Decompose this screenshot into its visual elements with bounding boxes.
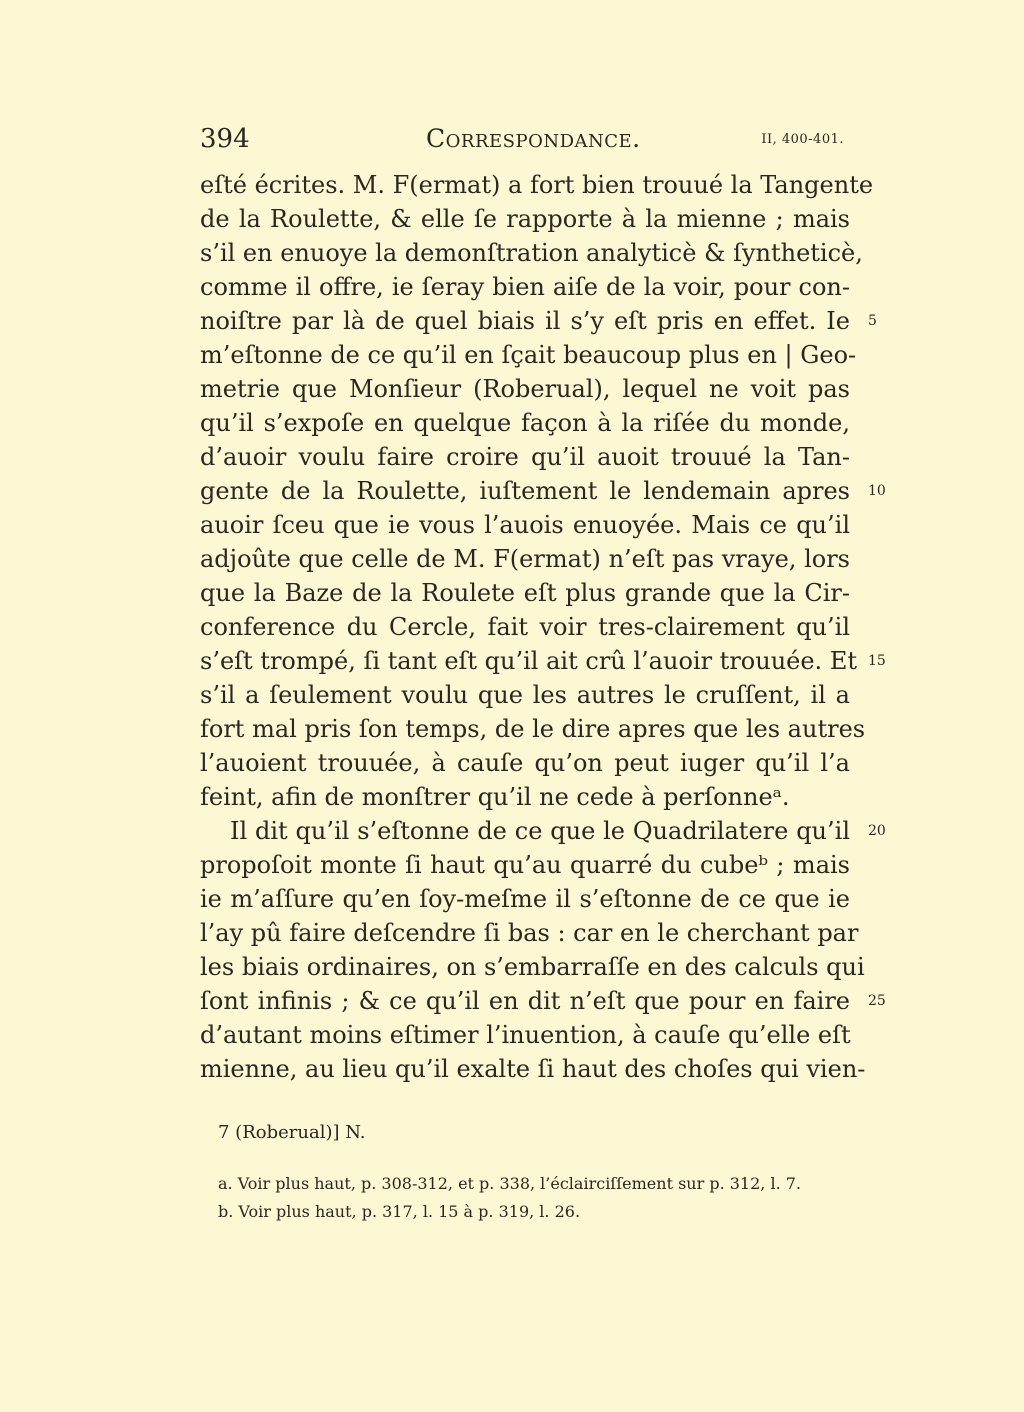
text-line: mienne, au lieu qu’il exalte ſi haut des choſes qui vien- bbox=[200, 1055, 866, 1083]
text-line: conference du Cercle, fait voir tres-clairement qu’il bbox=[200, 613, 850, 641]
volume-reference: II, 400-401. bbox=[761, 132, 844, 147]
page-header bbox=[200, 120, 850, 160]
text-line: eſté écrites. M. F(ermat) a fort bien trouué la Tangente bbox=[200, 171, 874, 199]
text-line: auoir ſceu que ie vous l’auois enuoyée. Mais ce qu’il bbox=[200, 511, 850, 539]
text-line: gente de la Roulette, iuſtement le lendemain apres 10 bbox=[200, 474, 850, 508]
line-number: 5 bbox=[868, 313, 877, 329]
text-line: s’eſt trompé, ſi tant eſt qu’il ait crû l’auoir trouuée. Et 15 bbox=[200, 644, 850, 678]
text-line: d’autant moins eſtimer l’inuention, à cauſe qu’elle eſt bbox=[200, 1021, 851, 1049]
page-number: 394 bbox=[200, 124, 250, 154]
text-line: adjoûte que celle de M. F(ermat) n’eſt pas vraye, lors bbox=[200, 545, 850, 573]
text-line: metrie que Monſieur (Roberual), lequel ne voit pas bbox=[200, 375, 850, 403]
text-line: comme il offre, ie ſeray bien aiſe de la voir, pour con- bbox=[200, 273, 850, 301]
text-line: les biais ordinaires, on s’embarraſſe en des calculs qui bbox=[200, 953, 865, 981]
text-line: m’eſtonne de ce qu’il en ſçait beaucoup plus en | Geo- bbox=[200, 341, 857, 369]
text-line: de la Roulette, & elle ſe rapporte à la mienne ; mais bbox=[200, 205, 850, 233]
line-number: 15 bbox=[868, 653, 886, 669]
notes bbox=[218, 1118, 858, 1226]
text-line: propoſoit monte ſi haut qu’au quarré du cubeᵇ ; mais bbox=[200, 851, 850, 879]
text-line: feint, afin de monſtrer qu’il ne cede à perſonneᵃ. bbox=[200, 783, 790, 811]
text-line: l’ay pû faire deſcendre ſi bas : car en le cherchant par bbox=[200, 919, 859, 947]
footnote-b: b. Voir plus haut, p. 317, l. 15 à p. 319, l. 26. bbox=[218, 1202, 581, 1221]
text-line: qu’il s’expoſe en quelque façon à la riſée du monde, bbox=[200, 409, 850, 437]
text-line: d’auoir voulu faire croire qu’il auoit trouué la Tan- bbox=[200, 443, 850, 471]
text-line: fort mal pris ſon temps, de le dire apres que les autres bbox=[200, 715, 866, 743]
running-title: Correspondance. bbox=[426, 124, 641, 153]
text-line: s’il en enuoye la demonſtration analyticè & ſyntheticè, bbox=[200, 239, 863, 267]
text-line: l’auoient trouuée, à cauſe qu’on peut iuger qu’il l’a bbox=[200, 749, 850, 777]
text-line: Il dit qu’il s’eſtonne de ce que le Quadrilatere qu’il 20 bbox=[200, 814, 850, 848]
text-line: que la Baze de la Roulete eſt plus grande que la Cir- bbox=[200, 579, 850, 607]
text-line: s’il a ſeulement voulu que les autres le cruſſent, il a bbox=[200, 681, 850, 709]
line-number: 25 bbox=[868, 993, 886, 1009]
text-line: ſont infinis ; & ce qu’il en dit n’eſt que pour en faire 25 bbox=[200, 984, 850, 1018]
text-line: noiſtre par là de quel biais il s’y eſt pris en effet. Ie 5 bbox=[200, 304, 850, 338]
text-line: ie m’aſſure qu’en ſoy-meſme il s’eſtonne de ce que ie bbox=[200, 885, 850, 913]
line-number: 10 bbox=[868, 483, 886, 499]
variant-note: 7 (Roberual)] N. bbox=[218, 1122, 366, 1143]
footnote-a: a. Voir plus haut, p. 308-312, et p. 338, l’éclairciſſement sur p. 312, l. 7. bbox=[218, 1174, 802, 1193]
body-text bbox=[200, 168, 886, 1086]
line-number: 20 bbox=[868, 823, 886, 839]
